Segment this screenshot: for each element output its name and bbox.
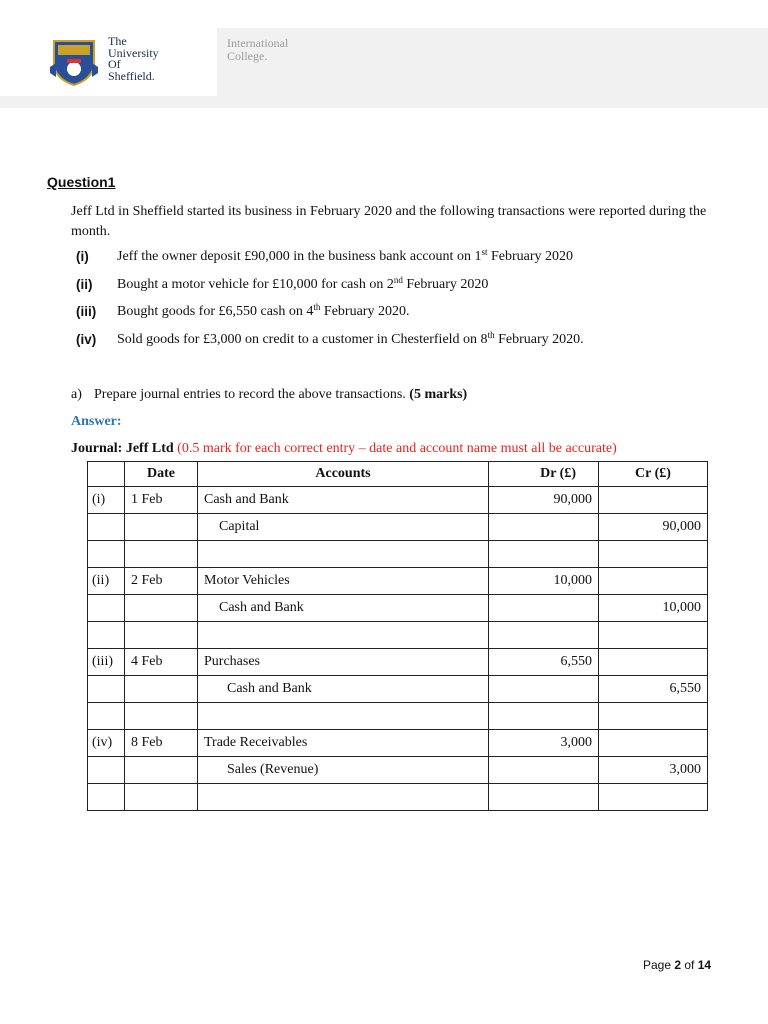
- cell-account: [198, 784, 489, 811]
- transaction-item: [76, 249, 726, 277]
- cell-date: [125, 784, 198, 811]
- header-accounts: Accounts: [198, 462, 489, 487]
- cell-date: [125, 514, 198, 541]
- transaction-text: Sold goods for £3,000 on credit to a customer in Chesterfield on 8th February 2020.: [117, 329, 584, 347]
- part-a-marks: (5 marks): [409, 387, 468, 402]
- transaction-number: (ii): [76, 276, 93, 292]
- cell-dr: 10,000: [489, 568, 599, 595]
- college-line: International: [227, 36, 289, 50]
- cell-ref: (ii): [88, 568, 125, 595]
- cell-ref: (iv): [88, 730, 125, 757]
- cell-account: Cash and Bank: [198, 676, 489, 703]
- table-row: [88, 703, 708, 730]
- university-line: The: [108, 34, 127, 48]
- cell-account: Cash and Bank: [198, 595, 489, 622]
- table-row: [88, 730, 708, 757]
- cell-dr: [489, 703, 599, 730]
- university-line: University: [108, 45, 159, 60]
- journal-header-row: [88, 462, 708, 487]
- question-intro: Jeff Ltd in Sheffield started its business in February 2020 and the following transactions were reported during the month.: [71, 204, 707, 239]
- cell-date: [125, 541, 198, 568]
- transaction-number: (iii): [76, 304, 97, 319]
- cell-dr: [489, 595, 599, 622]
- cell-cr: [599, 541, 708, 568]
- cell-account: Cash and Bank: [198, 487, 489, 514]
- cell-ref: (iii): [88, 649, 125, 676]
- cell-date: 1 Feb: [125, 487, 198, 514]
- transaction-list: [76, 249, 726, 359]
- cell-ref: (i): [88, 487, 125, 514]
- cell-cr: 10,000: [599, 595, 708, 622]
- cell-ref: [88, 703, 125, 730]
- table-row: [88, 541, 708, 568]
- cell-dr: 6,550: [489, 649, 599, 676]
- cell-cr: [599, 730, 708, 757]
- cell-cr: [599, 784, 708, 811]
- journal-marking-note: (0.5 mark for each correct entry – date and account name must all be accurate): [177, 441, 617, 456]
- cell-date: [125, 622, 198, 649]
- table-row: [88, 595, 708, 622]
- table-row: [88, 622, 708, 649]
- answer-label: Answer:: [71, 414, 122, 429]
- cell-date: [125, 703, 198, 730]
- cell-cr: 6,550: [599, 676, 708, 703]
- university-name: [108, 36, 218, 82]
- table-row: [88, 568, 708, 595]
- cell-account: Motor Vehicles: [198, 568, 489, 595]
- cell-cr: [599, 487, 708, 514]
- college-name: [227, 37, 288, 62]
- cell-account: Trade Receivables: [198, 730, 489, 757]
- table-row: [88, 757, 708, 784]
- table-row: [88, 784, 708, 811]
- university-line: Sheffield.: [108, 68, 155, 83]
- table-row: [88, 487, 708, 514]
- transaction-text: Bought goods for £6,550 cash on 4th February 2020.: [117, 302, 410, 319]
- cell-cr: [599, 649, 708, 676]
- cell-date: 2 Feb: [125, 568, 198, 595]
- header-dr: Dr (£): [489, 462, 599, 487]
- cell-dr: 3,000: [489, 730, 599, 757]
- journal-title: Journal: Jeff Ltd: [71, 441, 174, 456]
- cell-cr: [599, 568, 708, 595]
- cell-account: Purchases: [198, 649, 489, 676]
- transaction-item: [76, 329, 726, 360]
- table-row: [88, 649, 708, 676]
- header-date: Date: [125, 462, 198, 487]
- cell-date: [125, 676, 198, 703]
- cell-dr: [489, 676, 599, 703]
- cell-account: Capital: [198, 514, 489, 541]
- cell-cr: [599, 703, 708, 730]
- cell-date: 4 Feb: [125, 649, 198, 676]
- part-a-text: Prepare journal entries to record the above transactions.: [94, 387, 410, 402]
- question-title: Question1: [47, 174, 116, 190]
- cell-dr: [489, 757, 599, 784]
- cell-dr: [489, 514, 599, 541]
- page-number: Page 2 of 14: [643, 958, 712, 972]
- part-a-instruction: [71, 387, 467, 403]
- cell-account: [198, 703, 489, 730]
- university-line: Of: [108, 57, 121, 71]
- transaction-number: (iv): [76, 331, 97, 347]
- cell-account: [198, 622, 489, 649]
- transaction-text: Bought a motor vehicle for £10,000 for cash on 2nd February 2020: [117, 274, 489, 292]
- journal-table: [87, 461, 708, 811]
- transaction-item: [76, 274, 726, 305]
- transaction-item: [76, 304, 726, 332]
- college-line: College.: [227, 48, 268, 63]
- cell-date: [125, 595, 198, 622]
- cell-ref: [88, 514, 125, 541]
- part-a-letter: a): [71, 387, 82, 402]
- header-cr: Cr (£): [599, 462, 708, 487]
- transaction-text: Jeff the owner deposit £90,000 in the business bank account on 1st February 2020: [117, 247, 574, 264]
- cell-ref: [88, 757, 125, 784]
- cell-ref: [88, 595, 125, 622]
- cell-cr: 3,000: [599, 757, 708, 784]
- cell-account: [198, 541, 489, 568]
- cell-account: Sales (Revenue): [198, 757, 489, 784]
- header-ref: [88, 462, 125, 487]
- cell-dr: [489, 541, 599, 568]
- cell-ref: [88, 784, 125, 811]
- table-row: [88, 514, 708, 541]
- cell-dr: [489, 784, 599, 811]
- table-row: [88, 676, 708, 703]
- cell-date: 8 Feb: [125, 730, 198, 757]
- cell-cr: 90,000: [599, 514, 708, 541]
- cell-dr: [489, 622, 599, 649]
- cell-dr: 90,000: [489, 487, 599, 514]
- cell-date: [125, 757, 198, 784]
- cell-ref: [88, 622, 125, 649]
- university-crest-logo: [48, 37, 100, 87]
- cell-ref: [88, 676, 125, 703]
- cell-cr: [599, 622, 708, 649]
- journal-heading: [71, 441, 617, 457]
- transaction-number: (i): [76, 249, 89, 264]
- cell-ref: [88, 541, 125, 568]
